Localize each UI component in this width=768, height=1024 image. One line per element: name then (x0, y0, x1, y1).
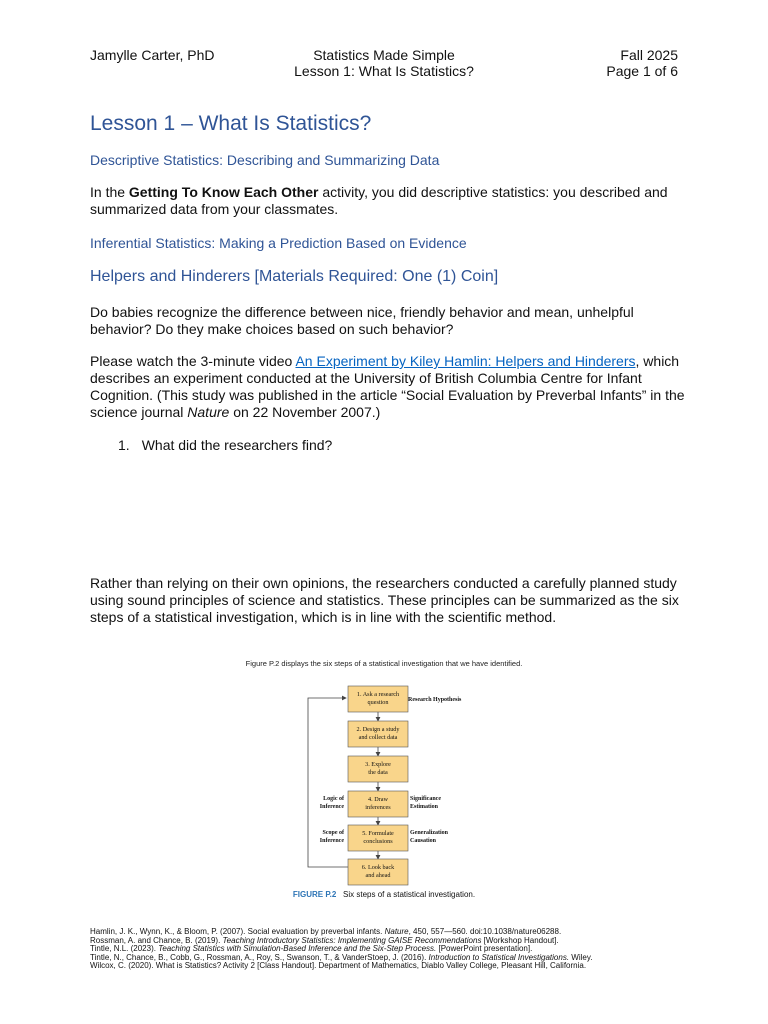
reference-text: Rossman, A. and Chance, B. (2019). (90, 935, 223, 945)
activity-name: Getting To Know Each Other (128, 184, 319, 200)
header-lesson: Lesson 1: What Is Statistics? (294, 63, 474, 79)
figure-intro: Figure P.2 displays the six steps of a statistical investigation that we have identified. (245, 659, 523, 668)
text-run: In the (90, 184, 129, 200)
journal-name: Nature (187, 404, 230, 420)
header-page: Page 1 of 6 (606, 63, 678, 79)
reference-title: Teaching Statistics with Simulation-Based Inference and the Six-Step Process. (158, 944, 437, 953)
heading-helpers: Helpers and Hinderers [Materials Required: One (1) Coin] (90, 268, 499, 285)
step-1-line-1: 1. Ask a research (356, 691, 400, 698)
step-5-line-1: 5. Formulate (362, 830, 394, 837)
scope-label-1: Scope of (322, 830, 344, 836)
header-term: Fall 2025 (620, 47, 678, 63)
header-course: Statistics Made Simple (313, 47, 455, 63)
paragraph-rather: Rather than relying on their own opinions, the researchers conducted a carefully planned study using sound principles of science and statistics. These principles can be summarized as the six steps of a statistical investigation, which is in line with the scientific method. (90, 575, 679, 625)
figure-caption (0, 890, 768, 899)
six-steps-figure (300, 680, 500, 905)
heading-inferential: Inferential Statistics: Making a Prediction Based on Evidence (90, 235, 467, 251)
reference-text: , 450, 557—560. doi:10.1038/nature06288. (408, 927, 562, 936)
logic-label-1: Logic of (323, 796, 344, 802)
reference-text: Tintle, N., Chance, B., Cobb, G., Rossman, A., Roy, S., Swanson, T., & VanderStoep, J. (2016). (90, 952, 429, 962)
reference-title: Nature (384, 927, 409, 936)
caption-text: Six steps of a statistical investigation. (343, 890, 476, 899)
step-5-line-2: conclusions (363, 838, 393, 845)
step-6-line-1: 6. Look back (361, 864, 395, 871)
header-right (606, 47, 678, 79)
text-run: activity, you did descriptive statistics: you described and summarized data from your classmates. (90, 184, 668, 217)
generalization-label-2: Causation (410, 838, 437, 844)
header-author: Jamylle Carter, PhD (90, 47, 215, 63)
text-run: on 22 November 2007.) (229, 404, 381, 420)
reference-text: [Workshop Handout]. (481, 935, 559, 945)
step-3-line-1: 3. Explore (365, 761, 391, 768)
video-link[interactable]: An Experiment by Kiley Hamlin: Helpers and Hinderers (295, 353, 636, 369)
question-number: 1. (118, 437, 130, 453)
paragraph-question: Do babies recognize the difference between nice, friendly behavior and mean, unhelpful behavior? Do they make choices based on such behavior? (90, 304, 634, 337)
scope-label-2: Inference (319, 838, 344, 844)
reference-item (90, 962, 690, 971)
reference-text: Wilcox, C. (2020). What is Statistics? Activity 2 [Class Handout]. Department of Mathematics, Diablo Valley College, Pleasant Hill, California. (90, 961, 587, 970)
reference-text: Tintle, N.L. (2023). (90, 944, 159, 953)
question-text: What did the researchers find? (141, 437, 333, 453)
step-2-line-1: 2. Design a study (356, 726, 400, 733)
references-list (90, 928, 690, 971)
significance-label-2: Estimation (410, 804, 439, 810)
research-hypothesis-label: Research Hypothesis (408, 697, 462, 703)
logic-label-2: Inference (319, 804, 344, 810)
step-2-line-2: and collect data (358, 734, 398, 741)
reference-text: Hamlin, J. K., Wynn, K., & Bloom, P. (2007). Social evaluation by preverbal infants. (90, 927, 385, 936)
page-title: Lesson 1 – What Is Statistics? (90, 112, 372, 135)
heading-descriptive: Descriptive Statistics: Describing and Summarizing Data (90, 152, 440, 168)
reference-title: Introduction to Statistical Investigations. (428, 952, 570, 962)
step-1-line-2: question (367, 699, 389, 706)
question-1 (118, 437, 718, 454)
step-4-line-1: 4. Draw (368, 796, 388, 803)
step-3-line-2: the data (368, 769, 388, 776)
generalization-label-1: Generalization (410, 830, 448, 836)
reference-text: [PowerPoint presentation]. (436, 944, 533, 953)
caption-label: FIGURE P.2 (292, 890, 337, 899)
step-6-line-2: and ahead (365, 872, 391, 879)
text-run: , which describes an experiment conducted at the University of British Columbia Centre for Infant Cognition. (This study was published in the article “Social Evaluation by Preverbal Infants” in the science journal (90, 353, 685, 420)
step-4-line-2: inferences (365, 804, 391, 811)
reference-text: Wiley. (569, 952, 593, 962)
paragraph-watch (90, 353, 690, 421)
significance-label-1: Significance (410, 796, 441, 802)
paragraph-descriptive (90, 184, 690, 218)
reference-title: Teaching Introductory Statistics: Implementing GAISE Recommendations (222, 935, 482, 945)
text-run: Please watch the 3-minute video (90, 353, 296, 369)
